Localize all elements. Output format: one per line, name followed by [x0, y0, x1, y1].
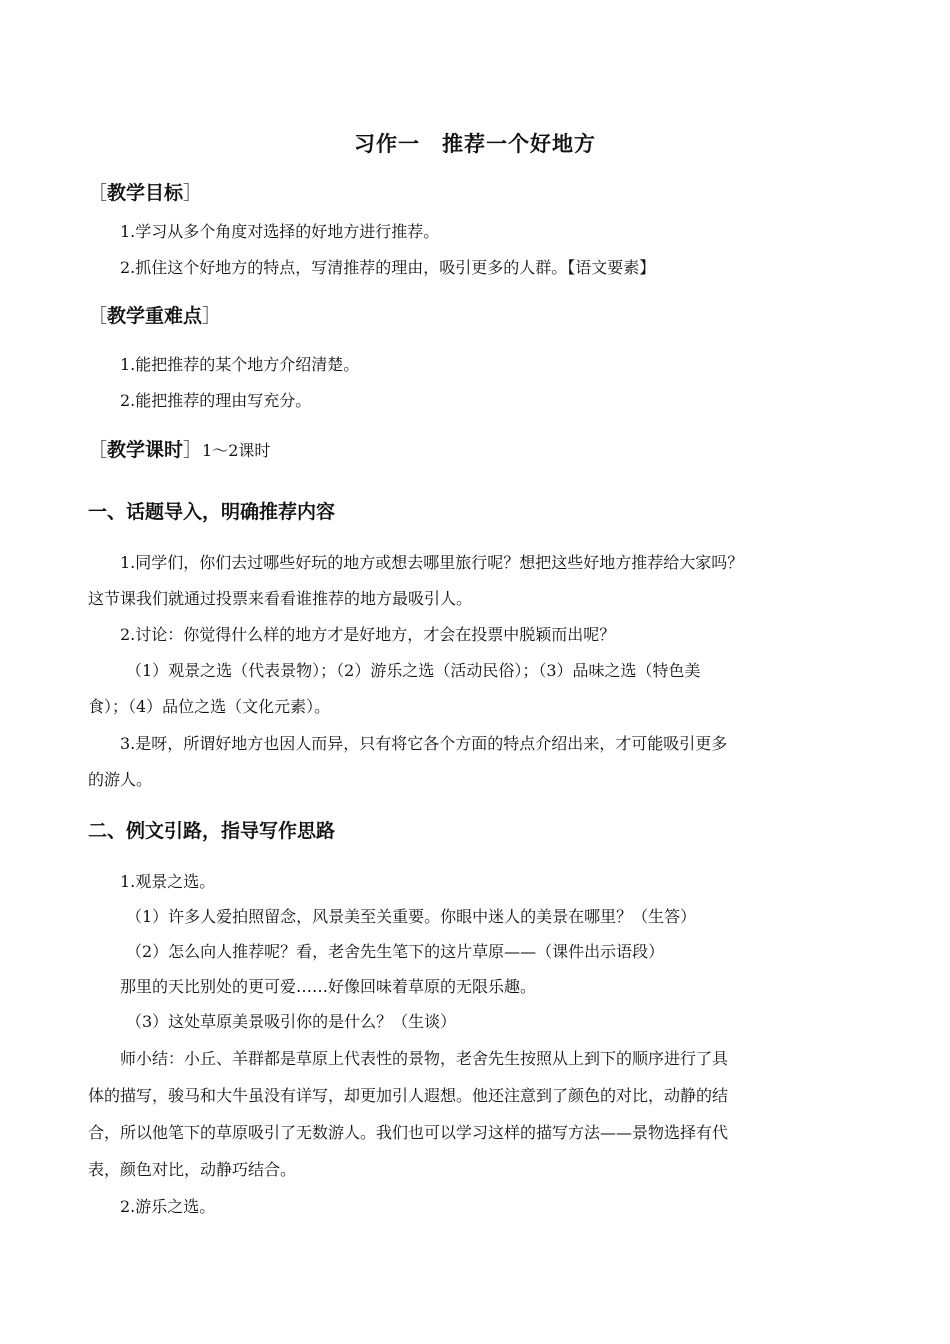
hours-bracket-open: ［	[88, 439, 108, 461]
objectives-label: 教学目标	[107, 182, 184, 204]
section-2-line: 那里的天比别处的更可爱……好像回味着草原的无限乐趣。	[120, 977, 537, 996]
section-2-line: 师小结：小丘、羊群都是草原上代表性的景物，老舍先生按照从上到下的顺序进行了具	[120, 1049, 729, 1068]
section-2-line: 合，所以他笔下的草原吸引了无数游人。我们也可以学习这样的描写方法——景物选择有代	[88, 1123, 729, 1142]
section-1-line: 这节课我们就通过投票来看看谁推荐的地方最吸引人。	[88, 589, 473, 608]
difficulties-bracket-close: ］	[202, 305, 222, 327]
objectives-bracket-close: ］	[183, 182, 203, 204]
objective-item: 1.学习从多个角度对选择的好地方进行推荐。	[120, 222, 440, 241]
section-2-line: （3）这处草原美景吸引你的是什么？（生谈）	[126, 1012, 457, 1031]
section-1-line: （1）观景之选（代表景物）；（2）游乐之选（活动民俗）；（3）品味之选（特色美	[126, 661, 701, 680]
section-2-line: 1.观景之选。	[120, 872, 216, 891]
section-1-heading: 一、话题导入，明确推荐内容	[88, 501, 336, 523]
difficulties-bracket-open: ［	[88, 305, 108, 327]
section-1-line: 食）；（4）品位之选（文化元素）。	[88, 697, 331, 716]
section-2-line: （1）许多人爱拍照留念，风景美至关重要。你眼中迷人的美景在哪里？（生答）	[126, 907, 697, 926]
difficulty-item: 1.能把推荐的某个地方介绍清楚。	[120, 355, 360, 374]
section-2-line: 2.游乐之选。	[120, 1197, 216, 1216]
hours-label: 教学课时	[107, 439, 184, 461]
section-1-line: 2.讨论：你觉得什么样的地方才是好地方，才会在投票中脱颖而出呢？	[120, 625, 616, 644]
section-1-line: 的游人。	[88, 770, 153, 789]
difficulties-heading	[88, 301, 221, 328]
section-1-line: 1.同学们，你们去过哪些好玩的地方或想去哪里旅行呢？想把这些好地方推荐给大家吗？	[120, 553, 744, 572]
section-2-line: 表，颜色对比，动静巧结合。	[88, 1160, 297, 1179]
difficulty-item: 2.能把推荐的理由写充分。	[120, 391, 312, 410]
objectives-heading	[88, 178, 202, 205]
section-2-line: （2）怎么向人推荐呢？看，老舍先生笔下的这片草原——（课件出示语段）	[126, 942, 665, 961]
difficulties-label: 教学重难点	[107, 305, 203, 327]
section-2-heading: 二、例文引路，指导写作思路	[88, 820, 336, 842]
section-2-line: 体的描写，骏马和大牛虽没有详写，却更加引人遐想。他还注意到了颜色的对比，动静的结	[88, 1086, 729, 1105]
objectives-bracket-open: ［	[88, 182, 108, 204]
hours-heading	[88, 435, 270, 462]
objective-item: 2.抓住这个好地方的特点，写清推荐的理由，吸引更多的人群。【语文要素】	[120, 258, 656, 277]
page-title: 习作一 推荐一个好地方	[354, 132, 596, 156]
section-1-line: 3.是呀，所谓好地方也因人而异，只有将它各个方面的特点介绍出来，才可能吸引更多	[120, 734, 728, 753]
hours-bracket-close: ］	[183, 439, 203, 461]
hours-value: 1～2课时	[202, 441, 271, 460]
